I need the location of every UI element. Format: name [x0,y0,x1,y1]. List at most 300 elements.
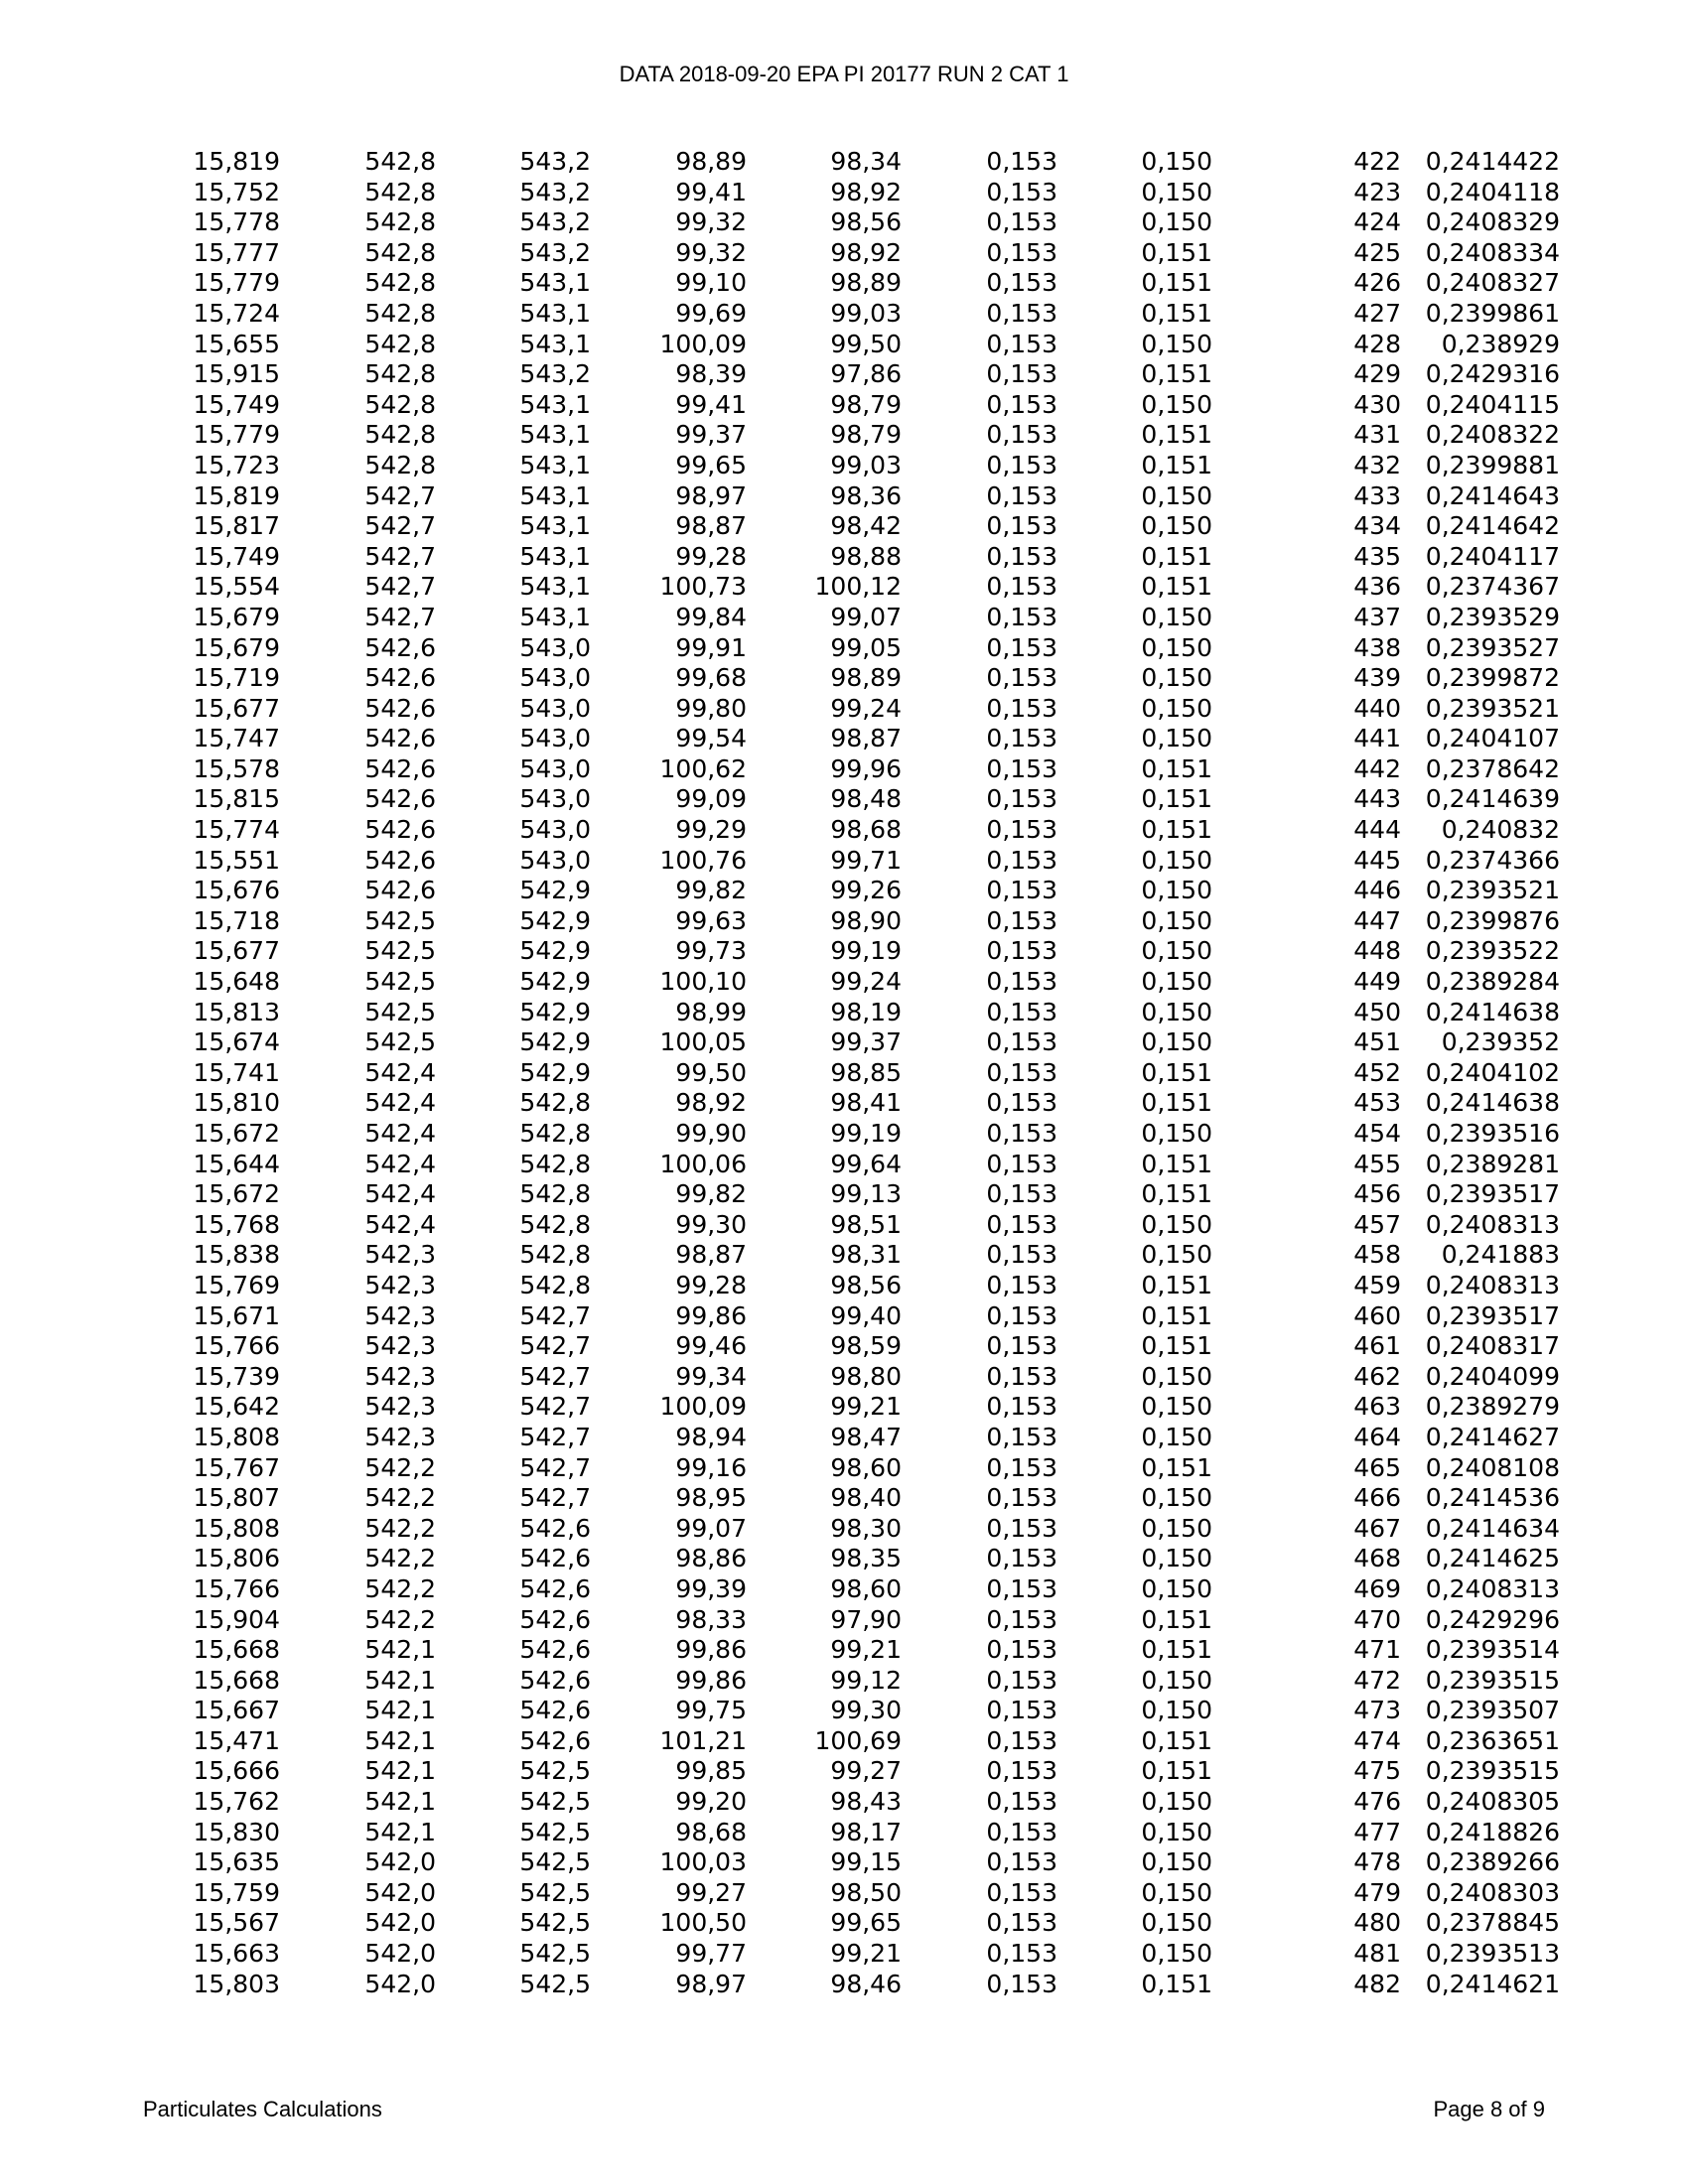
table-cell: 15,915 [193,359,280,389]
table-cell: 99,13 [830,1179,902,1209]
table-cell: 0,151 [1141,237,1212,267]
table-cell: 0,153 [986,815,1057,845]
table-cell: 0,153 [986,450,1057,479]
table-cell: 542,1 [364,1725,436,1755]
table-cell: 542,5 [519,1939,591,1969]
table-cell: 15,741 [193,1057,280,1087]
table-cell: 542,5 [519,1817,591,1846]
table-cell: 0,150 [1141,1544,1212,1573]
table-cell: 0,2404118 [1425,177,1560,206]
table-cell: 542,9 [519,967,591,997]
page-header-title: DATA 2018-09-20 EPA PI 20177 RUN 2 CAT 1 [619,62,1069,86]
table-cell: 478 [1353,1847,1401,1877]
table-cell: 0,153 [986,724,1057,753]
table-cell: 542,3 [364,1240,436,1270]
table-cell: 15,769 [193,1270,280,1299]
table-row [149,451,1560,481]
table-cell: 482 [1353,1969,1401,1998]
table-cell: 0,151 [1141,784,1212,814]
table-cell: 0,151 [1141,1057,1212,1087]
table-cell: 542,5 [519,1908,591,1938]
table-cell: 0,2393522 [1425,936,1560,966]
table-cell: 0,153 [986,1361,1057,1391]
table-cell: 0,150 [1141,876,1212,905]
table-cell: 15,676 [193,876,280,905]
table-cell: 0,151 [1141,1270,1212,1299]
table-row [149,754,1560,785]
table-cell: 99,26 [830,876,902,905]
table-cell: 99,16 [675,1452,747,1482]
table-cell: 542,8 [364,420,436,450]
table-cell: 0,150 [1141,1847,1212,1877]
table-cell: 428 [1353,329,1401,358]
table-cell: 99,50 [675,1057,747,1087]
table-cell: 99,37 [830,1027,902,1057]
table-row [149,1150,1560,1180]
table-cell: 99,40 [830,1300,902,1330]
table-cell: 542,2 [364,1513,436,1543]
table-cell: 98,89 [675,147,747,176]
table-cell: 0,153 [986,1908,1057,1938]
table-cell: 99,50 [830,329,902,358]
table-row [149,1210,1560,1241]
table-cell: 543,1 [519,389,591,419]
table-cell: 542,3 [364,1361,436,1391]
table-cell: 15,674 [193,1027,280,1057]
table-cell: 100,69 [814,1725,902,1755]
table-cell: 442 [1353,753,1401,783]
table-cell: 0,153 [986,541,1057,571]
table-cell: 15,819 [193,147,280,176]
table-cell: 0,150 [1141,147,1212,176]
table-cell: 543,1 [519,329,591,358]
table-cell: 99,68 [675,663,747,693]
table-cell: 543,1 [519,450,591,479]
table-cell: 98,56 [830,1270,902,1299]
table-cell: 0,153 [986,1088,1057,1118]
table-cell: 0,153 [986,177,1057,206]
table-cell: 0,2404099 [1425,1361,1560,1391]
table-row [149,1483,1560,1514]
table-cell: 0,2408313 [1425,1573,1560,1603]
table-cell: 98,87 [675,511,747,541]
table-cell: 0,2408327 [1425,268,1560,298]
table-cell: 542,8 [364,389,436,419]
table-cell: 98,89 [830,268,902,298]
table-cell: 0,153 [986,1331,1057,1361]
table-cell: 99,41 [675,177,747,206]
table-cell: 0,150 [1141,967,1212,997]
data-table-body [149,147,1560,1999]
table-cell: 99,34 [675,1361,747,1391]
table-cell: 542,2 [364,1483,436,1513]
table-cell: 542,7 [364,480,436,510]
table-cell: 0,153 [986,1817,1057,1846]
table-cell: 0,153 [986,237,1057,267]
table-cell: 479 [1353,1877,1401,1907]
table-cell: 98,79 [830,420,902,450]
table-cell: 542,1 [364,1817,436,1846]
table-cell: 0,2393516 [1425,1119,1560,1148]
table-cell: 542,6 [519,1544,591,1573]
table-cell: 0,153 [986,1149,1057,1178]
table-cell: 0,2393517 [1425,1300,1560,1330]
table-cell: 0,2408313 [1425,1209,1560,1239]
table-cell: 15,666 [193,1756,280,1786]
table-row [149,967,1560,998]
table-cell: 98,87 [675,1240,747,1270]
table-cell: 543,0 [519,845,591,875]
table-cell: 0,153 [986,936,1057,966]
table-cell: 542,7 [364,541,436,571]
table-cell: 0,2414536 [1425,1483,1560,1513]
table-cell: 0,153 [986,1392,1057,1422]
table-cell: 465 [1353,1452,1401,1482]
table-cell: 542,0 [364,1847,436,1877]
table-cell: 542,7 [519,1483,591,1513]
table-cell: 99,24 [830,693,902,723]
table-cell: 542,6 [364,753,436,783]
table-row [149,420,1560,451]
table-cell: 0,153 [986,1240,1057,1270]
table-cell: 426 [1353,268,1401,298]
table-cell: 543,2 [519,207,591,237]
table-cell: 98,56 [830,207,902,237]
table-cell: 15,749 [193,389,280,419]
table-row [149,1362,1560,1393]
table-cell: 542,8 [364,177,436,206]
table-cell: 0,153 [986,1787,1057,1817]
table-cell: 98,30 [830,1513,902,1543]
table-cell: 477 [1353,1817,1401,1846]
table-cell: 542,8 [519,1209,591,1239]
table-cell: 543,0 [519,663,591,693]
table-cell: 0,153 [986,1756,1057,1786]
table-cell: 0,238929 [1441,329,1560,358]
table-row [149,268,1560,299]
table-cell: 542,5 [364,936,436,966]
table-cell: 100,50 [659,1908,747,1938]
table-cell: 15,723 [193,450,280,479]
table-cell: 99,96 [830,753,902,783]
table-cell: 0,2414638 [1425,1088,1560,1118]
table-cell: 98,39 [675,359,747,389]
table-cell: 99,75 [675,1696,747,1725]
table-row [149,1544,1560,1574]
table-cell: 0,2389279 [1425,1392,1560,1422]
table-row [149,147,1560,178]
table-cell: 542,4 [364,1179,436,1209]
data-table [149,147,1560,1999]
table-cell: 15,808 [193,1422,280,1451]
table-cell: 542,3 [364,1392,436,1422]
table-cell: 0,153 [986,663,1057,693]
table-row [149,1271,1560,1301]
table-cell: 437 [1353,602,1401,631]
table-cell: 0,153 [986,1847,1057,1877]
table-cell: 0,150 [1141,997,1212,1026]
table-cell: 98,90 [830,905,902,935]
table-cell: 0,151 [1141,1604,1212,1634]
table-cell: 15,749 [193,541,280,571]
table-cell: 0,150 [1141,602,1212,631]
table-cell: 99,12 [830,1665,902,1695]
table-cell: 436 [1353,572,1401,602]
table-cell: 15,808 [193,1513,280,1543]
table-cell: 0,150 [1141,389,1212,419]
table-cell: 0,2408317 [1425,1331,1560,1361]
table-cell: 15,739 [193,1361,280,1391]
table-cell: 0,241883 [1441,1240,1560,1270]
table-cell: 98,48 [830,784,902,814]
table-cell: 542,6 [519,1696,591,1725]
table-cell: 543,1 [519,298,591,328]
table-cell: 0,153 [986,1300,1057,1330]
table-cell: 542,5 [364,967,436,997]
table-cell: 0,153 [986,1573,1057,1603]
table-cell: 0,150 [1141,1422,1212,1451]
table-cell: 0,150 [1141,207,1212,237]
table-cell: 98,88 [830,541,902,571]
table-cell: 99,32 [675,237,747,267]
table-cell: 100,09 [659,329,747,358]
table-cell: 542,5 [519,1877,591,1907]
table-cell: 542,7 [519,1392,591,1422]
table-cell: 100,10 [659,967,747,997]
table-cell: 0,153 [986,329,1057,358]
table-cell: 543,1 [519,480,591,510]
table-cell: 543,2 [519,177,591,206]
table-cell: 0,150 [1141,936,1212,966]
table-cell: 0,153 [986,1969,1057,1998]
table-cell: 98,31 [830,1240,902,1270]
table-cell: 0,153 [986,693,1057,723]
table-cell: 99,82 [675,1179,747,1209]
table-cell: 15,668 [193,1665,280,1695]
table-cell: 98,79 [830,389,902,419]
table-cell: 15,663 [193,1939,280,1969]
table-cell: 99,09 [675,784,747,814]
table-cell: 542,4 [364,1119,436,1148]
table-cell: 0,150 [1141,1209,1212,1239]
table-cell: 456 [1353,1179,1401,1209]
table-cell: 98,50 [830,1877,902,1907]
table-cell: 15,766 [193,1573,280,1603]
table-cell: 15,554 [193,572,280,602]
table-cell: 0,2414643 [1425,480,1560,510]
table-row [149,1605,1560,1636]
table-cell: 0,153 [986,1513,1057,1543]
table-row [149,633,1560,664]
table-row [149,1453,1560,1484]
table-cell: 542,7 [519,1331,591,1361]
table-cell: 467 [1353,1513,1401,1543]
table-cell: 443 [1353,784,1401,814]
table-cell: 0,150 [1141,1877,1212,1907]
table-cell: 542,8 [364,268,436,298]
table-cell: 0,153 [986,1270,1057,1299]
table-cell: 0,153 [986,1057,1057,1087]
table-cell: 453 [1353,1088,1401,1118]
table-cell: 98,94 [675,1422,747,1451]
table-cell: 0,150 [1141,905,1212,935]
table-cell: 15,779 [193,268,280,298]
table-cell: 542,1 [364,1696,436,1725]
table-cell: 445 [1353,845,1401,875]
table-cell: 0,150 [1141,511,1212,541]
table-cell: 0,151 [1141,420,1212,450]
table-cell: 99,30 [830,1696,902,1725]
table-cell: 542,6 [364,693,436,723]
table-cell: 450 [1353,997,1401,1026]
table-cell: 99,73 [675,936,747,966]
table-cell: 0,153 [986,967,1057,997]
table-cell: 542,5 [519,1847,591,1877]
table-cell: 460 [1353,1300,1401,1330]
table-row [149,846,1560,877]
table-cell: 99,86 [675,1635,747,1665]
table-cell: 99,54 [675,724,747,753]
table-row [149,1058,1560,1089]
table-cell: 543,0 [519,784,591,814]
table-cell: 99,21 [830,1939,902,1969]
table-cell: 0,153 [986,480,1057,510]
table-cell: 473 [1353,1696,1401,1725]
table-cell: 99,82 [675,876,747,905]
table-cell: 471 [1353,1635,1401,1665]
table-cell: 99,41 [675,389,747,419]
table-cell: 98,51 [830,1209,902,1239]
table-cell: 542,8 [364,237,436,267]
table-cell: 99,24 [830,967,902,997]
table-cell: 15,759 [193,1877,280,1907]
table-cell: 99,27 [830,1756,902,1786]
table-cell: 99,71 [830,845,902,875]
table-cell: 0,2414627 [1425,1422,1560,1451]
table-cell: 15,668 [193,1635,280,1665]
table-cell: 0,153 [986,511,1057,541]
table-cell: 430 [1353,389,1401,419]
table-row [149,1240,1560,1271]
table-cell: 0,2393529 [1425,602,1560,631]
table-cell: 542,9 [519,936,591,966]
table-cell: 99,15 [830,1847,902,1877]
table-cell: 15,778 [193,207,280,237]
table-cell: 100,06 [659,1149,747,1178]
table-cell: 542,9 [519,997,591,1026]
table-cell: 98,89 [830,663,902,693]
table-row [149,1331,1560,1362]
table-cell: 542,7 [519,1361,591,1391]
table-cell: 15,667 [193,1696,280,1725]
table-cell: 15,672 [193,1179,280,1209]
table-cell: 0,150 [1141,1483,1212,1513]
table-cell: 98,97 [675,1969,747,1998]
table-cell: 99,28 [675,541,747,571]
table-cell: 0,150 [1141,1027,1212,1057]
table-cell: 542,5 [519,1969,591,1998]
table-cell: 424 [1353,207,1401,237]
table-row [149,1301,1560,1332]
table-cell: 98,95 [675,1483,747,1513]
table-cell: 15,817 [193,511,280,541]
table-cell: 448 [1353,936,1401,966]
table-cell: 422 [1353,147,1401,176]
table-cell: 99,46 [675,1331,747,1361]
table-cell: 0,153 [986,1725,1057,1755]
table-cell: 543,1 [519,602,591,631]
table-cell: 462 [1353,1361,1401,1391]
table-cell: 542,8 [519,1119,591,1148]
table-row [149,1514,1560,1545]
table-cell: 0,153 [986,1939,1057,1969]
table-cell: 15,830 [193,1817,280,1846]
table-cell: 457 [1353,1209,1401,1239]
table-cell: 476 [1353,1787,1401,1817]
table-cell: 542,6 [364,724,436,753]
table-cell: 469 [1353,1573,1401,1603]
table-row [149,694,1560,725]
table-cell: 15,810 [193,1088,280,1118]
table-row [149,1179,1560,1210]
table-cell: 480 [1353,1908,1401,1938]
table-cell: 542,5 [364,905,436,935]
table-cell: 0,150 [1141,632,1212,662]
table-row [149,330,1560,360]
table-row [149,1119,1560,1150]
table-cell: 15,635 [193,1847,280,1877]
table-cell: 99,84 [675,602,747,631]
table-cell: 543,0 [519,632,591,662]
table-row [149,1574,1560,1605]
table-cell: 542,2 [364,1544,436,1573]
table-cell: 542,6 [364,815,436,845]
table-cell: 15,813 [193,997,280,1026]
table-cell: 0,151 [1141,1969,1212,1998]
table-cell: 459 [1353,1270,1401,1299]
table-cell: 0,2408334 [1425,237,1560,267]
table-cell: 542,8 [519,1240,591,1270]
table-cell: 542,8 [364,329,436,358]
table-cell: 451 [1353,1027,1401,1057]
table-cell: 0,153 [986,1665,1057,1695]
table-cell: 0,151 [1141,450,1212,479]
table-cell: 0,2414625 [1425,1544,1560,1573]
table-row [149,1696,1560,1726]
table-cell: 0,150 [1141,1573,1212,1603]
table-cell: 15,762 [193,1787,280,1817]
table-cell: 0,150 [1141,1119,1212,1148]
table-cell: 0,151 [1141,815,1212,845]
table-cell: 0,2374366 [1425,845,1560,875]
table-cell: 543,0 [519,693,591,723]
table-cell: 542,0 [364,1969,436,1998]
table-cell: 99,21 [830,1635,902,1665]
table-cell: 543,0 [519,753,591,783]
table-cell: 99,80 [675,693,747,723]
table-cell: 425 [1353,237,1401,267]
table-cell: 0,2414621 [1425,1969,1560,1998]
table-row [149,1908,1560,1939]
table-cell: 100,76 [659,845,747,875]
table-cell: 99,07 [830,602,902,631]
table-cell: 542,8 [519,1149,591,1178]
table-cell: 99,91 [675,632,747,662]
table-row [149,1088,1560,1119]
table-cell: 0,150 [1141,1696,1212,1725]
table-cell: 15,719 [193,663,280,693]
table-cell: 542,0 [364,1908,436,1938]
